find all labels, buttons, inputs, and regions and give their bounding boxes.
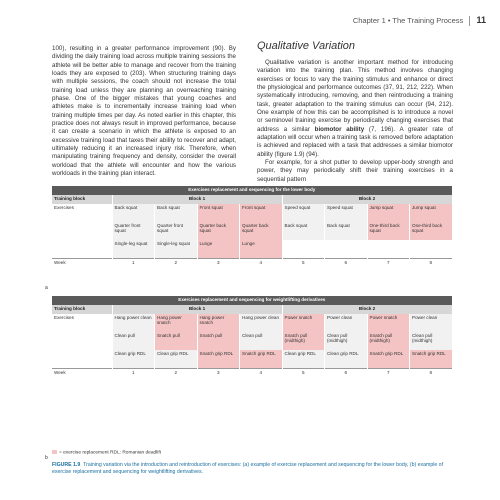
table-b-cell: Hang power clean (240, 314, 283, 332)
table-a-cell: Front squat (240, 204, 283, 222)
caption-text: Training variation via the introduction and reintroduction of exercises: (a) example of exercise replacement and sequencing for the lower body, (b) example of exercise replacement and sequencing for weightlifting derivatives. (52, 462, 444, 475)
table-b-week-label: Week (52, 369, 112, 379)
table-a-week-label: Week (52, 259, 112, 269)
table-b-week-number: 6 (325, 369, 368, 379)
table-b-cell: Snatch grip RDL (410, 350, 453, 369)
table-b-cell: Snatch grip RDL (197, 350, 240, 369)
table-a-cell: Back squat (112, 204, 155, 222)
table-b-row-label (52, 350, 112, 369)
table-a-cell: Quarter front squat (112, 222, 155, 240)
table-a-week-number: 3 (197, 259, 240, 269)
figure-label: FIGURE 1.9 (52, 462, 81, 468)
table-b-cell: Clean pull (midthigh) (410, 332, 453, 350)
table-b-week-number: 3 (197, 369, 240, 379)
table-a-cell: Single-leg squat (112, 240, 155, 259)
table-a-week-row (52, 259, 452, 269)
table-b-cell: Hang power clean (112, 314, 155, 332)
table-b-cell: Snatch grip RDL (240, 350, 283, 369)
table-b-block-header: Training block (52, 305, 112, 314)
table-a-block-2: Block 2 (282, 195, 452, 204)
table-a-week-number: 8 (410, 259, 453, 269)
table-a-sublabel: a (45, 285, 48, 291)
table-b-cell: Snatch pull (midthigh) (282, 332, 325, 350)
table-a-cell: Jump squat (410, 204, 453, 222)
table-b-row (52, 314, 452, 332)
table-a-cell: Speed squat (325, 204, 368, 222)
header-divider (469, 16, 470, 26)
table-b-cell: Hang power snatch (155, 314, 198, 332)
table-a-cell: Quarter back squat (197, 222, 240, 240)
table-a-title: Exercises replacement and sequencing for the lower body (52, 186, 452, 195)
table-b-block-2: Block 2 (282, 305, 452, 314)
table-b-week-number: 2 (155, 369, 198, 379)
table-a-row-label (52, 240, 112, 259)
table-weightlifting (52, 296, 453, 378)
table-b-row (52, 350, 452, 369)
page-number: 11 (476, 15, 486, 25)
table-lower-body (52, 186, 453, 268)
left-column-text: 100), resulting in a greater performance improvement (90). By dividing the daily training load across multiple training sessions the athlete will be better able to manage and recover from the training loads they are exposed to (203). When structuring training days with multiple sessions, the coach should not increase the total training load unless they are planning an overreaching training phase. One of the bigger mistakes that young coaches and athletes make is to incrementally increase training load when training multiple times per day. As noted earlier in this chapter, this practice does not always result in improved performance, because it can create a scenario in which the athlete is exposed to an excessive training load that taxes their ability to recover and adapt, ultimately reducing it an increased injury risk. Therefore, when manipulating training frequency and density, consider the overall workload that the athlete will encounter and how the various workloads in the training plan interact. (52, 45, 236, 178)
figure-caption (52, 462, 452, 476)
table-b-week-number: 7 (367, 369, 410, 379)
table-b-cell: Snatch pull (197, 332, 240, 350)
table-a-cell: One-third back squat (367, 222, 410, 240)
table-a-row-label: Exercises (52, 204, 112, 222)
table-a-block-header: Training block (52, 195, 112, 204)
table-b-week-number: 1 (112, 369, 155, 379)
legend-text: = exercise replacement RDL: Romanian deadlift (59, 450, 161, 456)
table-a-cell: Single-leg squat (155, 240, 198, 259)
table-b-cell: Clean grip RDL (155, 350, 198, 369)
table-a-cell: Lunge (240, 240, 283, 259)
table-b-cell: Clean grip RDL (325, 350, 368, 369)
table-a-week-number: 5 (282, 259, 325, 269)
table-b-cell: Power clean (410, 314, 453, 332)
table-a-week-number: 2 (155, 259, 198, 269)
table-b-week-number: 8 (410, 369, 453, 379)
table-a-cell: Quarter front squat (155, 222, 198, 240)
legend (52, 450, 161, 455)
highlight-swatch (52, 450, 57, 454)
paragraph-2: For example, for a shot putter to develop upper-body strength and power, they may periodically shift their training exercises in a sequential pattern (257, 159, 453, 183)
table-b-cell: Hang power snatch (197, 314, 240, 332)
table-a-row (52, 222, 452, 240)
table-b-row (52, 332, 452, 350)
table-a-week-number: 6 (325, 259, 368, 269)
table-a-cell: Lunge (197, 240, 240, 259)
paragraph-1 (257, 59, 453, 159)
table-b-cell: Snatch pull (midthigh) (367, 332, 410, 350)
table-b-week-row (52, 369, 452, 379)
table-a-cell: One-third back squat (410, 222, 453, 240)
table-a-cell: Back squat (325, 222, 368, 240)
table-b-cell: Clean pull (240, 332, 283, 350)
table-a-block-1: Block 1 (112, 195, 282, 204)
table-b-row-label (52, 332, 112, 350)
table-a-cell: Front squat (197, 204, 240, 222)
table-b-cell: Power snatch (282, 314, 325, 332)
section-heading: Qualitative Variation (257, 40, 356, 52)
table-b-cell: Snatch pull (155, 332, 198, 350)
table-b-cell: Snatch grip RDL (367, 350, 410, 369)
table-b-row-label: Exercises (52, 314, 112, 332)
table-a-week-number: 7 (367, 259, 410, 269)
table-b-cell: Power clean (325, 314, 368, 332)
table-b-block-1: Block 1 (112, 305, 282, 314)
table-a-row-label (52, 222, 112, 240)
table-a-cell (367, 240, 410, 259)
table-a-cell: Back squat (155, 204, 198, 222)
table-a-cell: Back squat (282, 222, 325, 240)
biomotor-ability-term: biomotor ability (314, 125, 365, 133)
table-a-cell: Jump squat (367, 204, 410, 222)
table-a-week-number: 4 (240, 259, 283, 269)
table-b-cell: Clean pull (midthigh) (325, 332, 368, 350)
paragraph-1-part-a: Qualitative variation is another important method for introducing variation into the training plan. This method involves changing exercises or focus to vary the training stimulus and enhance or direct the physiological and performance outcomes (37, 91, 212, 222). When systematically introducing, removing, and then reintroducing a training task, greater adaptation to the training stimulus can occur (94, 212). One example of how this can be accomplished is to introduce a novel or seminovel training exercise by periodically changing exercises that address a similar (257, 59, 453, 133)
table-a-cell (325, 240, 368, 259)
table-b-title: Exercises replacement and sequencing for weightlifting derivatives (52, 296, 452, 305)
table-a-row (52, 240, 452, 259)
table-b-sublabel: b (45, 455, 48, 461)
table-a-week-number: 1 (112, 259, 155, 269)
table-a-cell (282, 240, 325, 259)
right-column-text (257, 59, 453, 184)
chapter-title: Chapter 1 • The Training Process (352, 16, 464, 25)
table-b-week-number: 5 (282, 369, 325, 379)
paragraph-1-part-b: (7, 196). A greater rate of adaptation will occur when a training task is removed before adaptation is achieved and replaced with a task that addresses a similar biomotor ability (figure 1.9) (94). (257, 125, 453, 158)
table-a-cell (410, 240, 453, 259)
table-b-cell: Power snatch (367, 314, 410, 332)
table-b-cell: Clean grip RDL (282, 350, 325, 369)
table-b-cell: Clean pull (112, 332, 155, 350)
table-a-row (52, 204, 452, 222)
table-b-week-number: 4 (240, 369, 283, 379)
table-a-cell: Quarter back squat (240, 222, 283, 240)
page-header (353, 15, 486, 26)
table-b-cell: Clean grip RDL (112, 350, 155, 369)
table-a-cell: Speed squat (282, 204, 325, 222)
